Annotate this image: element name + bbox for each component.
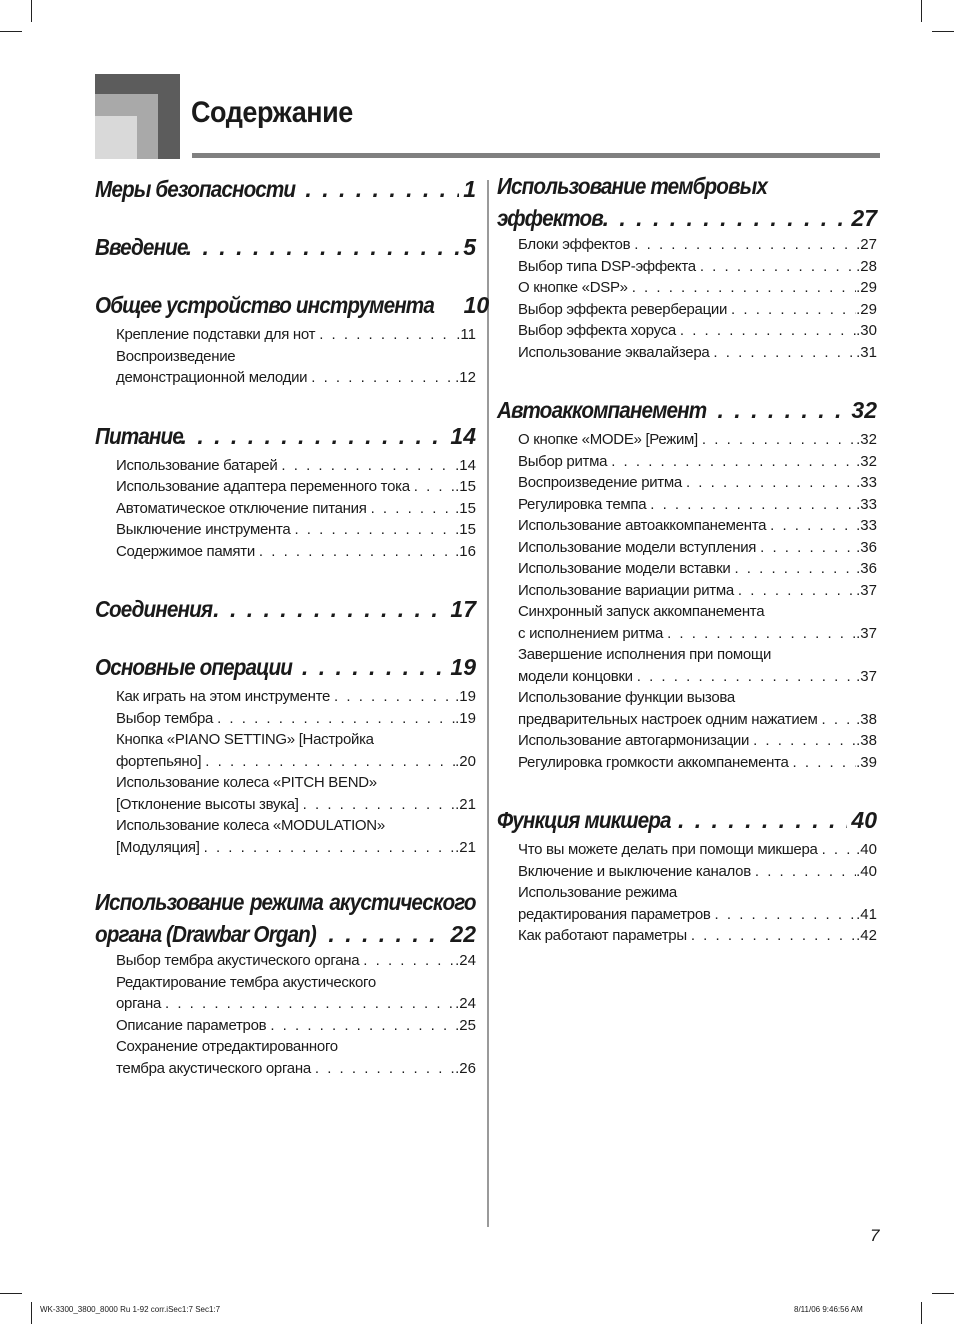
dot-leader — [637, 666, 856, 688]
toc-entry[interactable] — [518, 558, 877, 580]
toc-entry[interactable] — [518, 709, 877, 731]
toc-page-ref: .30 — [856, 322, 877, 339]
toc-page-ref: 32 — [851, 397, 877, 423]
toc-section-power — [95, 417, 476, 563]
toc-page-ref: .39 — [856, 753, 877, 771]
toc-entry[interactable] — [518, 623, 877, 645]
section-heading[interactable] — [95, 648, 476, 686]
crop-mark — [932, 31, 954, 32]
dot-leader — [734, 558, 856, 580]
toc-text: Как играть на этом инструменте — [116, 688, 331, 705]
toc-entry[interactable] — [116, 950, 476, 972]
dot-leader — [667, 623, 856, 645]
toc-text: Использование модели вставки — [518, 560, 731, 577]
toc-entry[interactable] — [518, 580, 877, 602]
toc-text: [Модуляция] — [116, 838, 200, 856]
toc-text: режима — [249, 889, 324, 915]
dot-leader — [334, 686, 455, 708]
toc-text: органа — [116, 995, 161, 1012]
toc-entry-line[interactable] — [116, 1036, 476, 1058]
toc-section-safety — [95, 170, 476, 208]
toc-text: Использование колеса «MODULATION» — [116, 817, 385, 834]
dot-leader — [213, 590, 446, 628]
toc-text: Выбор ритма — [518, 452, 608, 470]
toc-entry[interactable] — [116, 837, 476, 859]
toc-entry-line[interactable] — [518, 644, 877, 666]
dot-leader — [204, 837, 456, 859]
toc-page-ref: 1 — [463, 176, 476, 202]
dot-leader — [702, 429, 856, 451]
toc-text: тембра акустического органа — [116, 1059, 311, 1077]
dot-leader — [414, 476, 455, 498]
dot-leader — [634, 234, 856, 256]
toc-text: Выбор эффекта реверберации — [518, 300, 728, 318]
toc-text: Меры безопасности — [95, 176, 296, 202]
toc-entry[interactable] — [116, 708, 476, 730]
toc-text: Выбор тембра — [116, 709, 214, 727]
toc-entry[interactable] — [518, 925, 877, 947]
toc-text: Питание — [95, 422, 183, 449]
dot-leader — [753, 730, 856, 752]
toc-entry[interactable] — [518, 277, 877, 299]
toc-entry[interactable] — [116, 519, 476, 541]
toc-text: Содержимое памяти — [116, 542, 255, 560]
toc-entry[interactable] — [518, 666, 877, 688]
toc-entry[interactable] — [116, 498, 476, 520]
toc-text: Использование вариации ритма — [518, 581, 734, 599]
section-heading[interactable] — [497, 801, 877, 839]
toc-text: Выбор эффекта хоруса — [518, 322, 676, 339]
toc-text: эффектов — [497, 205, 603, 231]
toc-page-ref: .16 — [455, 542, 476, 560]
dot-leader — [755, 861, 856, 883]
toc-page-ref: .38 — [856, 710, 877, 728]
toc-text: Использование батарей — [116, 456, 278, 474]
toc-text: Регулировка громкости аккомпанемента — [518, 753, 789, 771]
section-heading-line[interactable]: Использование тембровых — [497, 173, 767, 199]
section-heading[interactable] — [95, 590, 476, 628]
dot-leader — [611, 451, 856, 473]
toc-page-ref: .29 — [856, 300, 877, 318]
dot-leader — [678, 801, 847, 839]
dot-leader — [181, 417, 447, 455]
toc-entry[interactable] — [116, 1015, 476, 1037]
toc-text: Использование автоаккомпанемента — [518, 517, 767, 534]
toc-page-ref: 40 — [851, 807, 877, 833]
dot-leader — [281, 455, 455, 477]
toc-text: с исполнением ритма — [518, 624, 664, 642]
toc-page-ref: 10 — [463, 292, 490, 318]
dot-leader — [738, 580, 856, 602]
toc-entry[interactable] — [116, 455, 476, 477]
toc-text: Регулировка темпа — [518, 495, 647, 513]
dot-leader — [770, 515, 856, 537]
section-heading[interactable] — [95, 417, 476, 455]
toc-entry-line[interactable] — [116, 815, 476, 837]
toc-page-ref: .11 — [456, 326, 476, 343]
column-divider — [487, 180, 489, 1227]
toc-entry[interactable] — [116, 686, 476, 708]
toc-text: Редактирование тембра акустического — [116, 973, 376, 991]
toc-page-ref: .28 — [856, 257, 877, 275]
toc-entry-line[interactable] — [116, 972, 476, 994]
dot-leader — [328, 918, 446, 950]
dot-leader — [821, 709, 856, 731]
dot-leader — [315, 1058, 455, 1080]
toc-right-column — [497, 170, 877, 947]
dot-leader — [319, 324, 456, 346]
dot-leader — [686, 472, 856, 494]
toc-page-ref: .24 — [455, 995, 476, 1012]
dot-leader — [731, 299, 856, 321]
toc-page-ref: .36 — [856, 538, 877, 556]
toc-entry[interactable] — [116, 1058, 476, 1080]
toc-text: органа (Drawbar Organ) — [95, 921, 316, 947]
toc-text: Функция микшера — [497, 807, 671, 833]
dot-leader — [186, 228, 459, 266]
crop-mark — [932, 1293, 954, 1294]
toc-text: Использование эквалайзера — [518, 343, 710, 361]
toc-text: Воспроизведение — [116, 347, 236, 365]
title-rule — [192, 153, 880, 158]
dot-leader — [302, 648, 446, 686]
toc-entry[interactable] — [518, 537, 877, 559]
toc-page-ref: .33 — [856, 474, 877, 491]
dot-leader — [294, 519, 455, 541]
toc-text: Соединения — [95, 596, 213, 622]
toc-section-effects — [497, 170, 877, 363]
toc-entry[interactable] — [116, 751, 476, 773]
toc-section-general-guide — [95, 286, 490, 389]
toc-entry[interactable] — [518, 494, 877, 516]
crop-mark — [921, 1302, 922, 1324]
section-heading[interactable] — [497, 202, 877, 234]
toc-page-ref: 14 — [450, 422, 476, 449]
dot-leader — [305, 170, 459, 208]
crop-mark — [31, 0, 32, 22]
page-number: 7 — [870, 1226, 880, 1245]
toc-entry-line[interactable] — [518, 882, 877, 904]
toc-page-ref: .38 — [856, 732, 877, 749]
dot-leader — [311, 367, 455, 389]
toc-entry[interactable] — [518, 299, 877, 321]
toc-page-ref: 19 — [450, 654, 476, 680]
toc-entry[interactable] — [116, 367, 476, 389]
toc-entry-line[interactable] — [518, 601, 877, 623]
crop-mark — [31, 1302, 32, 1324]
toc-text: О кнопке «DSP» — [518, 279, 628, 296]
toc-text: Крепление подставки для нот — [116, 326, 316, 343]
dot-leader — [259, 541, 455, 563]
dot-leader — [371, 498, 456, 520]
dot-leader — [715, 904, 857, 926]
toc-text: Включение и выключение каналов — [518, 862, 751, 880]
toc-page-ref: 5 — [463, 234, 476, 260]
dot-leader — [205, 751, 455, 773]
toc-entry[interactable] — [116, 794, 476, 816]
toc-page-ref: .32 — [856, 452, 877, 470]
toc-text: Сохранение отредактированного — [116, 1038, 338, 1055]
toc-page-ref: .41 — [856, 905, 877, 923]
dot-leader — [603, 202, 848, 234]
toc-entry-line[interactable] — [116, 346, 476, 368]
section-heading-line[interactable] — [95, 886, 476, 918]
toc-page-ref: .15 — [455, 478, 476, 495]
dot-leader — [691, 925, 856, 947]
toc-page-ref: .29 — [856, 279, 877, 296]
toc-entry[interactable] — [116, 993, 476, 1015]
toc-text: Блоки эффектов — [518, 236, 631, 253]
section-heading[interactable] — [95, 286, 490, 324]
toc-text: [Отклонение высоты звука] — [116, 795, 299, 813]
toc-page-ref: .33 — [856, 517, 877, 534]
dot-leader — [700, 256, 856, 278]
toc-entry[interactable] — [518, 234, 877, 256]
toc-page-ref: .37 — [856, 581, 877, 599]
toc-page-ref: .25 — [455, 1016, 476, 1034]
toc-text: модели концовки — [518, 667, 633, 685]
toc-entry-line[interactable] — [116, 772, 476, 794]
toc-text: Завершение исполнения при помощи — [518, 646, 772, 663]
toc-page-ref: .31 — [856, 343, 877, 361]
toc-entry[interactable] — [116, 324, 476, 346]
toc-text: Кнопка «PIANO SETTING» [Настройка — [116, 731, 374, 748]
toc-text: Основные операции — [95, 654, 293, 680]
toc-entry[interactable] — [518, 342, 877, 364]
toc-page-ref: .12 — [455, 369, 476, 386]
toc-text: Как работают параметры — [518, 927, 687, 944]
dot-leader — [650, 494, 856, 516]
section-heading[interactable] — [497, 391, 877, 429]
toc-text: Использование модели вступления — [518, 538, 757, 556]
toc-text: фортепьяно] — [116, 752, 202, 770]
toc-page-ref: .36 — [856, 560, 877, 577]
toc-text: редактирования параметров — [518, 905, 711, 923]
toc-text: Синхронный запуск аккомпанемента — [518, 603, 765, 620]
toc-page-ref: .26 — [455, 1059, 476, 1077]
toc-text: Воспроизведение ритма — [518, 474, 682, 491]
toc-page-ref: .15 — [455, 499, 476, 517]
dot-leader — [760, 537, 856, 559]
toc-page-ref: .40 — [856, 862, 877, 880]
toc-section-drawbar-organ — [95, 886, 476, 1079]
toc-page-ref: .37 — [856, 624, 877, 642]
toc-entry[interactable] — [518, 752, 877, 774]
toc-section-mixer — [497, 801, 877, 947]
toc-entry[interactable] — [518, 861, 877, 883]
toc-text: демонстрационной мелодии — [116, 369, 308, 386]
toc-entry[interactable] — [116, 476, 476, 498]
crop-mark — [0, 31, 22, 32]
toc-entry-line[interactable] — [116, 729, 476, 751]
toc-text: О кнопке «MODE» [Режим] — [518, 431, 698, 448]
toc-text: Автоматическое отключение питания — [116, 499, 367, 517]
toc-entry[interactable] — [518, 472, 877, 494]
toc-entry[interactable] — [518, 730, 877, 752]
toc-entry[interactable] — [518, 515, 877, 537]
dot-leader — [165, 993, 455, 1015]
dot-leader — [713, 342, 856, 364]
logo-square-light — [95, 116, 137, 159]
toc-page-ref: .21 — [455, 795, 476, 813]
toc-page-ref: .19 — [455, 688, 476, 705]
toc-page-ref: .19 — [455, 709, 476, 727]
toc-text: Использование автогармонизации — [518, 732, 750, 749]
dot-leader — [718, 391, 848, 429]
dot-leader — [822, 839, 857, 861]
page-title: Содержание — [191, 96, 353, 129]
crop-mark — [0, 1293, 22, 1294]
toc-entry[interactable] — [518, 451, 877, 473]
toc-page-ref: .33 — [856, 495, 877, 513]
toc-page-ref: .21 — [455, 838, 476, 856]
toc-text: акустического — [329, 889, 476, 915]
dot-leader — [680, 320, 856, 342]
toc-text: Описание параметров — [116, 1016, 267, 1034]
section-heading[interactable] — [95, 228, 476, 266]
toc-section-auto-accompaniment — [497, 391, 877, 773]
crop-mark — [921, 0, 922, 22]
toc-page-ref: .20 — [455, 752, 476, 770]
toc-text: Использование функции вызова — [518, 689, 735, 706]
dot-leader — [270, 1015, 455, 1037]
print-slug-date: 8/11/06 9:46:56 AM — [794, 1305, 863, 1314]
toc-page-ref: .15 — [455, 521, 476, 538]
dot-leader — [793, 752, 857, 774]
toc-entry-line[interactable] — [518, 687, 877, 709]
toc-page-ref: .14 — [455, 456, 476, 474]
chapter-logo — [95, 74, 180, 159]
toc-section-intro — [95, 228, 476, 266]
section-heading[interactable] — [95, 918, 476, 950]
dot-leader — [363, 950, 455, 972]
toc-text: Использование колеса «PITCH BEND» — [116, 774, 377, 791]
toc-page-ref: .32 — [856, 431, 877, 448]
toc-section-connections — [95, 590, 476, 628]
print-slug-file: WK-3300_3800_8000 Ru 1-92 corr.iSec1:7 Sec1:7 — [40, 1305, 221, 1314]
toc-text: Использование режима — [518, 884, 677, 901]
dot-leader — [303, 794, 455, 816]
toc-text: Выбор типа DSP-эффекта — [518, 257, 696, 275]
toc-left-column — [95, 170, 490, 1079]
toc-page-ref: 27 — [851, 205, 877, 231]
toc-entry[interactable] — [518, 839, 877, 861]
toc-page-ref: 17 — [450, 596, 476, 622]
toc-entry[interactable] — [518, 429, 877, 451]
dot-leader — [217, 708, 455, 730]
toc-text: Что вы можете делать при помощи микшера — [518, 841, 818, 858]
toc-text: Выбор тембра акустического органа — [116, 952, 360, 969]
toc-page-ref: .27 — [856, 236, 877, 253]
toc-text: Введение — [95, 234, 188, 260]
toc-text: Выключение инструмента — [116, 521, 291, 538]
toc-text: Использование адаптера переменного тока — [116, 478, 410, 495]
toc-page-ref: .40 — [856, 841, 877, 858]
toc-page-ref: .24 — [455, 952, 476, 969]
toc-text: Автоаккомпанемент — [497, 397, 707, 423]
toc-text: Общее устройство инструмента — [95, 292, 434, 318]
toc-entry[interactable] — [518, 256, 877, 278]
toc-text: Использование — [95, 889, 244, 915]
section-heading[interactable] — [95, 170, 476, 208]
toc-entry[interactable] — [116, 541, 476, 563]
toc-entry[interactable] — [518, 320, 877, 342]
toc-page-ref: 22 — [450, 921, 476, 947]
toc-page-ref: .37 — [856, 667, 877, 685]
toc-page-ref: .42 — [856, 927, 877, 944]
toc-section-basic-operations — [95, 648, 476, 858]
toc-text: предварительных настроек одним нажатием — [518, 710, 818, 728]
toc-entry[interactable] — [518, 904, 877, 926]
dot-leader — [632, 277, 856, 299]
